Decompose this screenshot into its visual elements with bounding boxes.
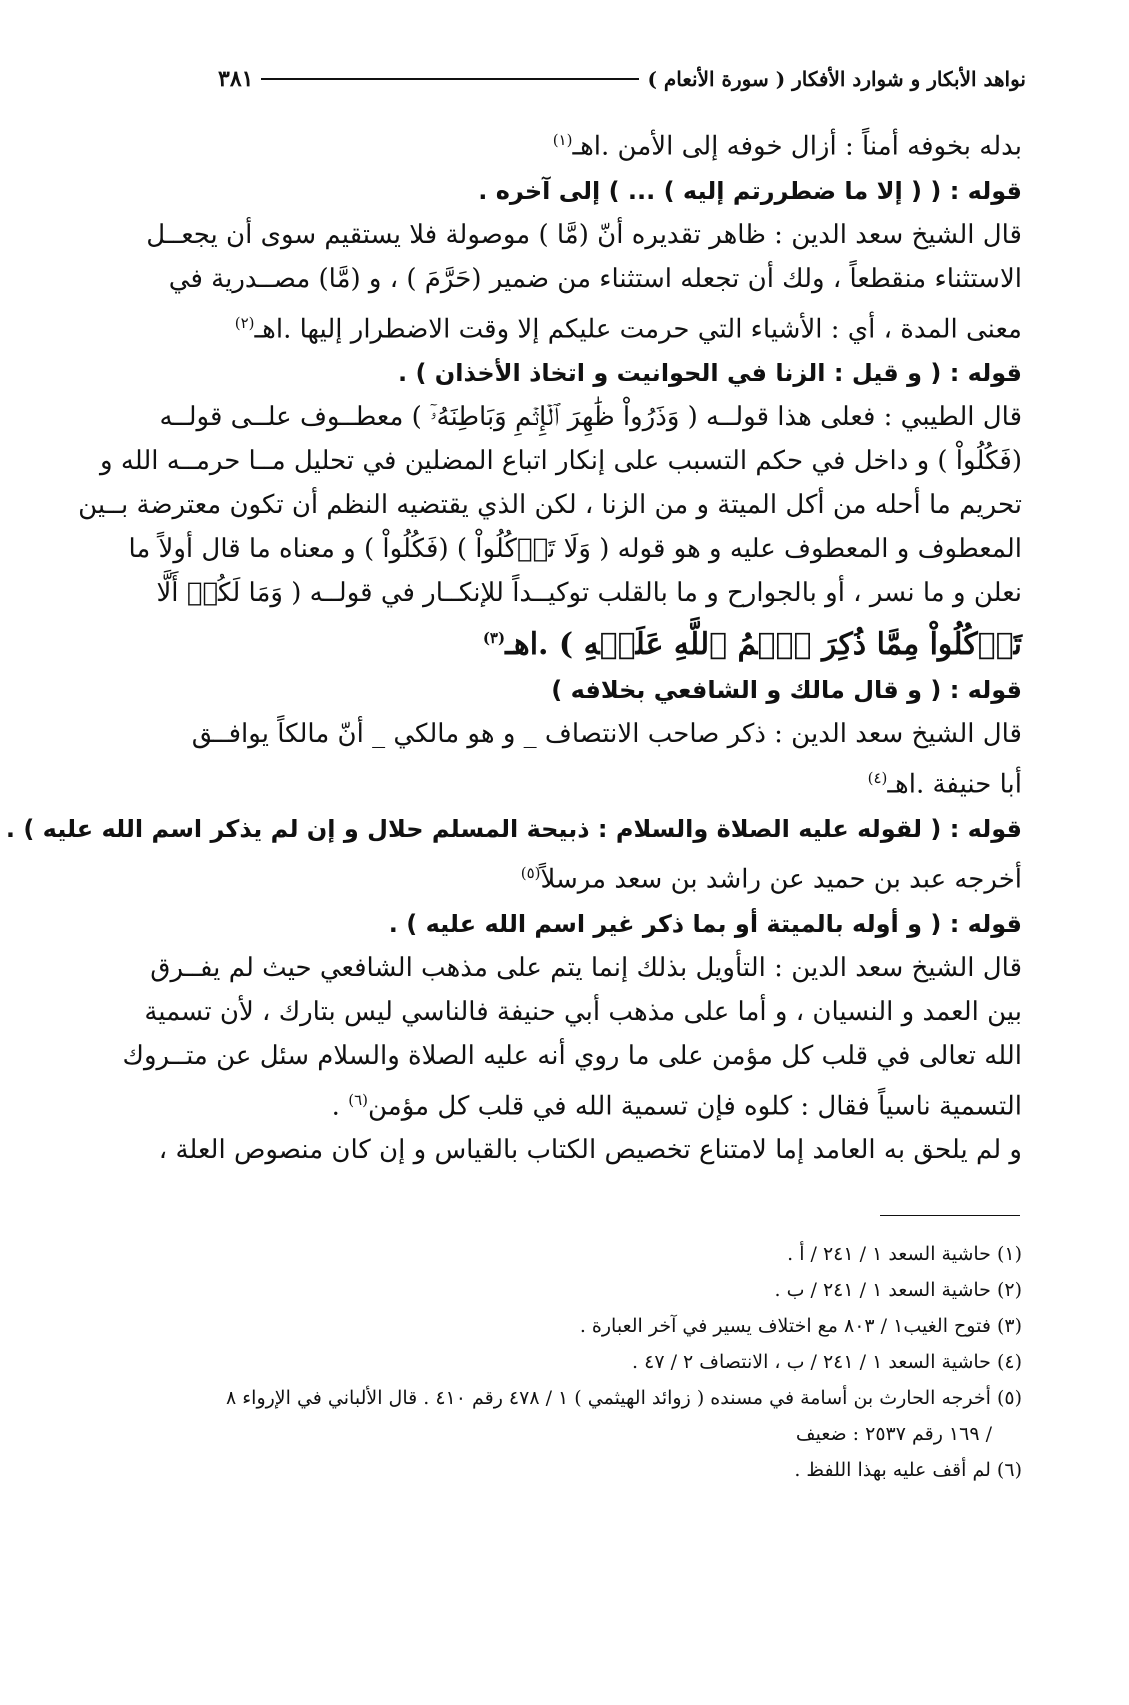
text-line: بين العمد و النسيان ، و أما على مذهب أبي حنيفة فالناسي ليس بتارك ، لأن تسمية xyxy=(144,996,1022,1027)
footnote-marker: (١) xyxy=(552,131,573,149)
text-line: الله تعالى في قلب كل مؤمن على ما روي أنه عليه الصلاة والسلام سئل عن متــروك xyxy=(122,1040,1022,1071)
heading-line: قوله : ( لقوله عليه الصلاة والسلام : ذبيحة المسلم حلال و إن لم يذكر اسم الله عليه ) . xyxy=(5,814,1022,843)
text-line: أخرجه عبد بن حميد عن راشد بن سعد مرسلاً$^{(٥)}$ xyxy=(520,863,1022,895)
footnote-marker: (٦) xyxy=(348,1090,368,1109)
footnote-marker: (٣) xyxy=(482,629,506,648)
heading-line: قوله : ( و أوله بالميتة أو بما ذكر غير اسم الله عليه ) . xyxy=(388,909,1022,938)
text-line: و لم يلحق به العامد إما لامتناع تخصيص الكتاب بالقياس و إن كان منصوص العلة ، xyxy=(158,1135,1022,1166)
quran-line: تَأۡكُلُواْ مِمَّا ذُكِرَ ٱسۡمُ ٱللَّهِ عَلَيۡهِ ) .اهـ$^{(٣)}$ xyxy=(482,627,1022,663)
footnotes xyxy=(226,1236,1022,1488)
footnote-marker: (٥) xyxy=(520,863,541,882)
page-number: ٣٨١ xyxy=(218,66,254,92)
text-line: المعطوف و المعطوف عليه و هو قوله ( وَلَا تَأۡكُلُواْ ) (فَكُلُواْ ) و معناه ما قال أولاً ما xyxy=(128,534,1022,565)
text-line: قال الطيبي : فعلى هذا قولــه ( وَذَرُواْ ظَٰهِرَ ٱلۡإِثۡمِ وَبَاطِنَهُۥٓ ) معطــوف علــى قولــه xyxy=(159,402,1022,433)
text-line: (فَكُلُواْ ) و داخل في حكم التسبب على إنكار اتباع المضلين في تحليل مــا حرمــه الله و xyxy=(100,446,1022,477)
footnote: (١) حاشية السعد ١ / ٢٤١ / أ . xyxy=(787,1243,1022,1265)
text-line: نعلن و ما نسر ، أو بالجوارح و ما بالقلب توكيــداً للإنكــار في قولــه ( وَمَا لَكُمۡ أَلَّا xyxy=(156,578,1022,609)
heading-line: قوله : ( ( إلا ما ضطررتم إليه ) ... ) إلى آخره . xyxy=(478,176,1022,205)
text-line: بدله بخوفه أمناً : أزال خوفه إلى الأمن .اهـ$^{(١)}$ xyxy=(552,131,1022,162)
footnote-marker: (٤) xyxy=(867,769,888,788)
text-line: تحريم ما أحله من أكل الميتة و من الزنا ، لكن الذي يقتضيه النظم أن تكون معترضة بــين xyxy=(78,490,1022,521)
running-header xyxy=(218,62,1026,96)
text-line: أبا حنيفة .اهـ$^{(٤)}$ xyxy=(867,769,1022,800)
footnote: (٤) حاشية السعد ١ / ٢٤١ / ب ، الانتصاف ٢ / ٤٧ . xyxy=(632,1351,1022,1373)
text-line: قال الشيخ سعد الدين : التأويل بذلك إنما يتم على مذهب الشافعي حيث لم يفــرق xyxy=(150,952,1022,983)
heading-line: قوله : ( و قال مالك و الشافعي بخلافه ) xyxy=(551,676,1022,705)
footnote-marker: (٢) xyxy=(234,313,255,332)
text-line: الاستثناء منقطعاً ، ولك أن تجعله استثناء من ضمير (حَرَّمَ ) ، و (مَّا) مصــدرية في xyxy=(168,263,1022,294)
text-line: قال الشيخ سعد الدين : ذكر صاحب الانتصاف _ و هو مالكي _ أنّ مالكاً يوافــق xyxy=(191,719,1022,750)
text-line: التسمية ناسياً فقال : كلوه فإن تسمية الله في قلب كل مؤمن$^{(٦)}$ . xyxy=(331,1090,1022,1122)
footnote: (٢) حاشية السعد ١ / ٢٤١ / ب . xyxy=(774,1279,1022,1301)
text-line: قال الشيخ سعد الدين : ظاهر تقديره أنّ (مَّا ) موصولة فلا يستقيم سوى أن يجعــل xyxy=(146,219,1022,250)
running-title: نواهد الأبكار و شوارد الأفكار ( سورة الأنعام ) xyxy=(647,67,1026,91)
footnote: (٥) أخرجه الحارث بن أسامة في مسنده ( زوائد الهيثمي ) ١ / ٤٧٨ رقم ٤١٠ . قال الألباني في الإرواء ٨ xyxy=(225,1387,1022,1409)
footnote-separator xyxy=(880,1215,1020,1216)
heading-line: قوله : ( و قيل : الزنا في الحوانيت و اتخاذ الأخذان ) . xyxy=(397,359,1022,388)
main-text xyxy=(5,118,1022,1172)
footnote: (٦) لم أقف عليه بهذا اللفظ . xyxy=(794,1459,1022,1481)
text-line: معنى المدة ، أي : الأشياء التي حرمت عليكم إلا وقت الاضطرار إليها .اهـ$^{(٢)}$ xyxy=(234,313,1022,345)
footnote: / ١٦٩ رقم ٢٥٣٧ : ضعيف xyxy=(795,1423,992,1445)
footnote: (٣) فتوح الغيب١ / ٨٠٣ مع اختلاف يسير في آخر العبارة . xyxy=(579,1315,1022,1337)
header-rule xyxy=(261,78,639,80)
